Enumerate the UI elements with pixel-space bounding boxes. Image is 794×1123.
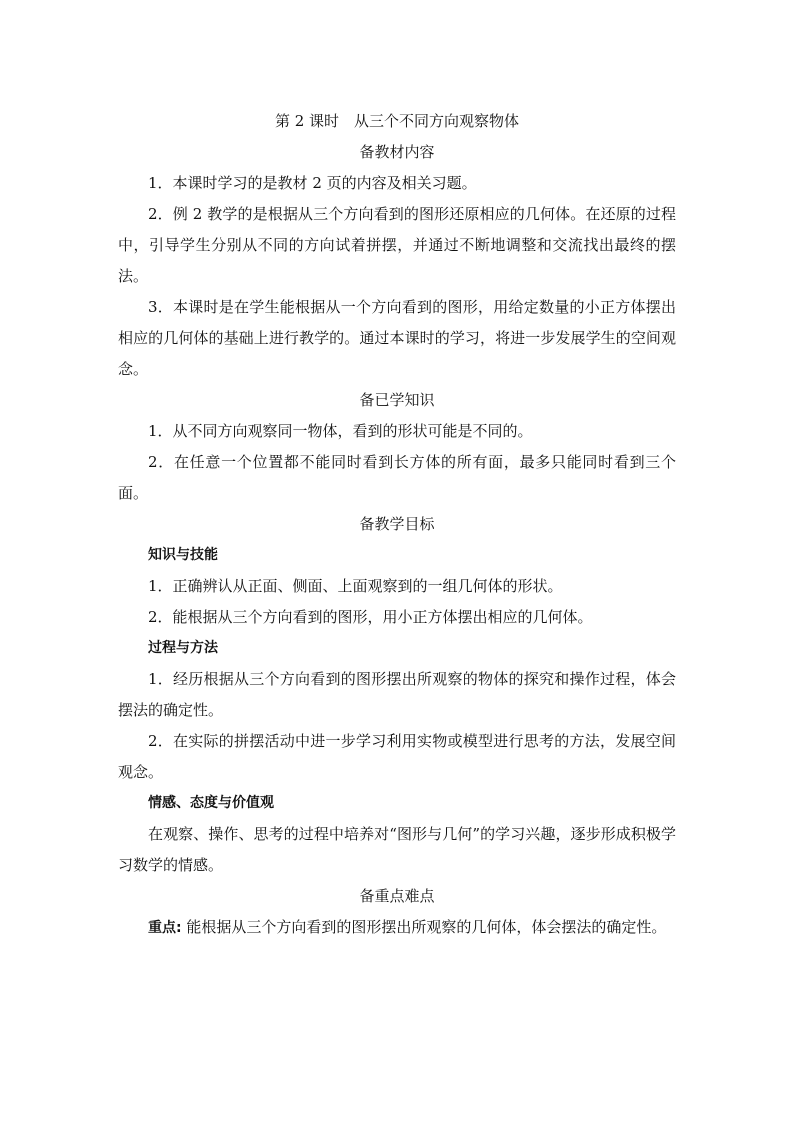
emotion-text: 在观察、操作、思考的过程中培养对“图形与几何”的学习兴趣，逐步形成积极学习数学的情感。 [118,825,676,874]
heading-teaching-content: 备教材内容 [359,143,435,161]
knowledge-item-2: 2．能根据从三个方向看到的图形，用小正方体摆出相应的几何体。 [148,608,593,626]
heading-prior-knowledge: 备已学知识 [359,391,435,409]
subheading-knowledge-skills: 知识与技能 [148,547,218,563]
content-item-1: 1．本课时学习的是教材 2 页的内容及相关习题。 [148,174,477,192]
knowledge-item-1: 1．正确辨认从正面、侧面、上面观察到的一组几何体的形状。 [148,577,563,595]
heading-teaching-goals: 备教学目标 [359,515,435,533]
lesson-title: 第 2 课时 从三个不同方向观察物体 [274,112,520,130]
key-point-label: 重点: [148,920,182,936]
document-body [118,106,676,944]
process-item-1: 1．经历根据从三个方向看到的图形摆出所观察的物体的探究和操作过程，体会摆法的确定性。 [118,670,676,719]
prior-item-2: 2．在任意一个位置都不能同时看到长方体的所有面，最多只能同时看到三个面。 [118,453,676,502]
process-item-2: 2．在实际的拼摆活动中进一步学习利用实物或模型进行思考的方法，发展空间观念。 [118,732,676,781]
subheading-process-method: 过程与方法 [148,640,218,656]
key-point-text: 能根据从三个方向看到的图形摆出所观察的几何体，体会摆法的确定性。 [181,918,667,936]
content-item-3: 3．本课时是在学生能根据从一个方向看到的图形，用给定数量的小正方体摆出相应的几何体的基础上进行教学的。通过本课时的学习，将进一步发展学生的空间观念。 [118,298,676,378]
subheading-emotion-attitude-values: 情感、态度与价值观 [148,795,274,811]
prior-item-1: 1．从不同方向观察同一物体，看到的形状可能是不同的。 [148,422,533,440]
heading-key-difficulties: 备重点难点 [359,887,435,905]
content-item-2: 2．例 2 教学的是根据从三个方向看到的图形还原相应的几何体。在还原的过程中，引导学生分别从不同的方向试着拼摆，并通过不断地调整和交流找出最终的摆法。 [118,205,676,285]
key-point-paragraph [118,912,676,944]
